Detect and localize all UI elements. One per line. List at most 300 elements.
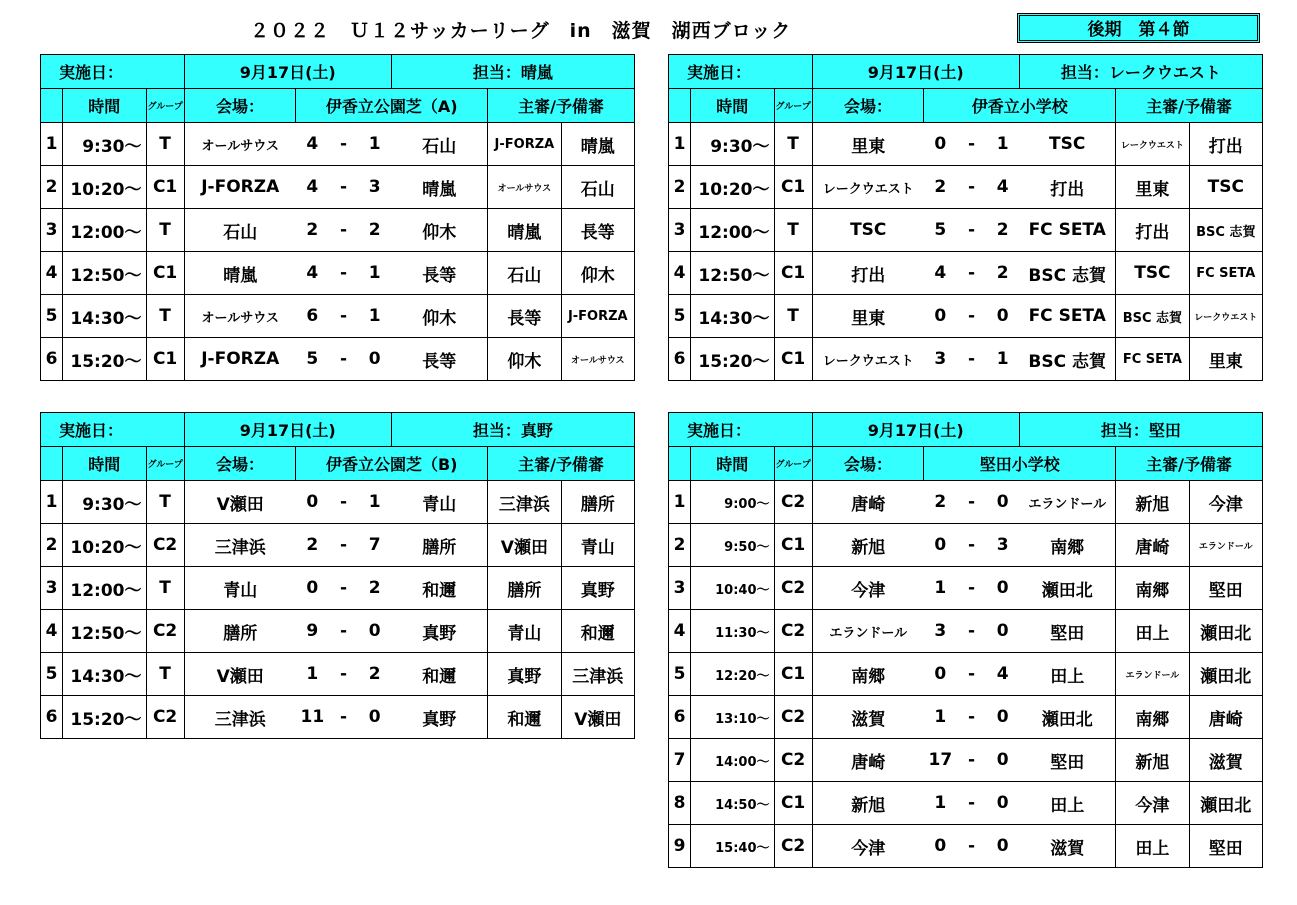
- home-team: TSC: [812, 209, 924, 252]
- home-score: 5: [924, 209, 957, 252]
- match-number: 2: [669, 524, 691, 567]
- away-team: 膳所: [391, 524, 487, 567]
- home-team: 新旭: [812, 524, 924, 567]
- score-dash: -: [329, 567, 358, 610]
- home-score: 5: [296, 338, 329, 381]
- table-row: [41, 653, 635, 696]
- match-number: 3: [41, 567, 63, 610]
- home-score: 2: [296, 524, 329, 567]
- group-code: C1: [774, 338, 812, 381]
- backup-referee: FC SETA: [1189, 252, 1262, 295]
- away-score: 1: [358, 252, 391, 295]
- score-dash: -: [957, 653, 986, 696]
- score-dash: -: [329, 653, 358, 696]
- home-team: 唐崎: [812, 481, 924, 524]
- home-score: 4: [296, 252, 329, 295]
- away-score: 2: [358, 209, 391, 252]
- away-team: FC SETA: [1019, 295, 1115, 338]
- score-dash: -: [957, 481, 986, 524]
- schedule-table: [668, 54, 1263, 381]
- main-referee: TSC: [1116, 252, 1189, 295]
- away-score: 0: [986, 739, 1019, 782]
- backup-referee: 瀬田北: [1189, 782, 1262, 825]
- table-row: [41, 524, 635, 567]
- backup-referee: 青山: [561, 524, 634, 567]
- home-score: 0: [924, 123, 957, 166]
- kickoff-time: 9:30～: [63, 481, 146, 524]
- group-code: T: [146, 123, 184, 166]
- kickoff-time: 14:30～: [63, 653, 146, 696]
- kickoff-time: 9:50～: [691, 524, 774, 567]
- score-dash: -: [957, 782, 986, 825]
- away-team: 石山: [391, 123, 487, 166]
- home-score: 2: [924, 481, 957, 524]
- backup-referee: BSC 志賀: [1189, 209, 1262, 252]
- table-row: [669, 610, 1263, 653]
- away-team: 田上: [1019, 782, 1115, 825]
- referee-header: 主審/予備審: [488, 89, 635, 123]
- score-dash: -: [329, 524, 358, 567]
- home-team: レークウエスト: [812, 166, 924, 209]
- kickoff-time: 13:10～: [691, 696, 774, 739]
- table-row: [669, 825, 1263, 868]
- charge-team: 担当：晴嵐: [391, 55, 634, 89]
- match-number: 5: [669, 295, 691, 338]
- away-score: 0: [986, 696, 1019, 739]
- score-dash: -: [957, 567, 986, 610]
- away-team: 晴嵐: [391, 166, 487, 209]
- match-number: 3: [669, 567, 691, 610]
- group-code: C2: [774, 739, 812, 782]
- match-number: 7: [669, 739, 691, 782]
- kickoff-time: 12:20～: [691, 653, 774, 696]
- home-score: 1: [924, 696, 957, 739]
- venue-name: 堅田小学校: [924, 447, 1116, 481]
- away-score: 0: [986, 481, 1019, 524]
- kickoff-time: 15:20～: [691, 338, 774, 381]
- home-score: 0: [924, 825, 957, 868]
- home-score: 1: [924, 567, 957, 610]
- backup-referee: 膳所: [561, 481, 634, 524]
- main-referee: V瀬田: [488, 524, 561, 567]
- schedule-table: [40, 412, 635, 739]
- schedule-table: [40, 54, 635, 381]
- table-row: [669, 166, 1263, 209]
- match-date: 9月17日(土): [184, 55, 391, 89]
- kickoff-time: 12:00～: [63, 209, 146, 252]
- table-row: [669, 739, 1263, 782]
- group-code: T: [774, 123, 812, 166]
- score-dash: -: [957, 524, 986, 567]
- kickoff-time: 12:00～: [63, 567, 146, 610]
- kickoff-time: 15:20～: [63, 338, 146, 381]
- table-row: [669, 338, 1263, 381]
- group-code: C2: [774, 610, 812, 653]
- group-header: グループ: [774, 89, 812, 123]
- away-score: 0: [986, 782, 1019, 825]
- main-referee: 里東: [1116, 166, 1189, 209]
- away-score: 1: [986, 338, 1019, 381]
- home-team: エランドール: [812, 610, 924, 653]
- match-date: 9月17日(土): [184, 413, 391, 447]
- time-header: 時間: [691, 89, 774, 123]
- away-score: 1: [358, 481, 391, 524]
- backup-referee: 三津浜: [561, 653, 634, 696]
- away-score: 1: [986, 123, 1019, 166]
- table-row: [669, 696, 1263, 739]
- group-code: C1: [774, 166, 812, 209]
- main-referee: 真野: [488, 653, 561, 696]
- date-label: 実施日：: [41, 55, 185, 89]
- table-row: [669, 252, 1263, 295]
- document-title: ２０２２ Ｕ１２サッカーリーグ in 滋賀 湖西ブロック: [250, 20, 792, 42]
- score-dash: -: [329, 209, 358, 252]
- backup-referee: レークウエスト: [1189, 295, 1262, 338]
- home-score: 0: [924, 653, 957, 696]
- main-referee: 打出: [1116, 209, 1189, 252]
- home-team: V瀬田: [184, 653, 296, 696]
- home-score: 1: [296, 653, 329, 696]
- home-score: 4: [924, 252, 957, 295]
- score-dash: -: [957, 123, 986, 166]
- backup-referee: 和邇: [561, 610, 634, 653]
- home-team: 三津浜: [184, 524, 296, 567]
- away-score: 2: [358, 567, 391, 610]
- home-score: 3: [924, 338, 957, 381]
- backup-referee: 滋賀: [1189, 739, 1262, 782]
- kickoff-time: 11:30～: [691, 610, 774, 653]
- table-row: [41, 209, 635, 252]
- match-number: 1: [41, 481, 63, 524]
- group-header: グループ: [774, 447, 812, 481]
- home-score: 3: [924, 610, 957, 653]
- away-score: 3: [986, 524, 1019, 567]
- kickoff-time: 12:00～: [691, 209, 774, 252]
- score-dash: -: [957, 166, 986, 209]
- date-label: 実施日：: [669, 55, 813, 89]
- main-referee: 田上: [1116, 825, 1189, 868]
- score-dash: -: [329, 610, 358, 653]
- away-score: 0: [986, 295, 1019, 338]
- home-team: 晴嵐: [184, 252, 296, 295]
- match-number: 4: [41, 252, 63, 295]
- home-team: 打出: [812, 252, 924, 295]
- score-dash: -: [329, 696, 358, 739]
- away-team: 和邇: [391, 567, 487, 610]
- match-number: 4: [41, 610, 63, 653]
- group-code: T: [146, 295, 184, 338]
- away-team: 真野: [391, 696, 487, 739]
- home-score: 0: [296, 567, 329, 610]
- group-code: T: [774, 209, 812, 252]
- main-referee: 南郷: [1116, 696, 1189, 739]
- kickoff-time: 12:50～: [691, 252, 774, 295]
- time-header: 時間: [63, 89, 146, 123]
- time-header: 時間: [63, 447, 146, 481]
- referee-header: 主審/予備審: [488, 447, 635, 481]
- main-referee: 新旭: [1116, 481, 1189, 524]
- home-team: オールサウス: [184, 295, 296, 338]
- away-score: 0: [358, 610, 391, 653]
- backup-referee: 瀬田北: [1189, 653, 1262, 696]
- table-row: [41, 295, 635, 338]
- home-score: 2: [296, 209, 329, 252]
- backup-referee: 晴嵐: [561, 123, 634, 166]
- main-referee: 南郷: [1116, 567, 1189, 610]
- main-referee: 田上: [1116, 610, 1189, 653]
- score-dash: -: [329, 123, 358, 166]
- backup-referee: エランドール: [1189, 524, 1262, 567]
- venue-name: 伊香立公園芝（B): [296, 447, 488, 481]
- main-referee: 石山: [488, 252, 561, 295]
- date-label: 実施日：: [41, 413, 185, 447]
- venue-label: 会場：: [812, 447, 924, 481]
- backup-referee: 石山: [561, 166, 634, 209]
- backup-referee: 長等: [561, 209, 634, 252]
- score-dash: -: [957, 696, 986, 739]
- away-score: 1: [358, 123, 391, 166]
- table-row: [669, 209, 1263, 252]
- home-team: 南郷: [812, 653, 924, 696]
- kickoff-time: 15:40～: [691, 825, 774, 868]
- kickoff-time: 9:30～: [691, 123, 774, 166]
- match-number: 6: [41, 338, 63, 381]
- backup-referee: V瀬田: [561, 696, 634, 739]
- main-referee: オールサウス: [488, 166, 561, 209]
- backup-referee: オールサウス: [561, 338, 634, 381]
- table-row: [41, 166, 635, 209]
- away-score: 3: [358, 166, 391, 209]
- away-team: 南郷: [1019, 524, 1115, 567]
- table-row: [669, 567, 1263, 610]
- main-referee: 新旭: [1116, 739, 1189, 782]
- main-referee: 仰木: [488, 338, 561, 381]
- away-score: 4: [986, 166, 1019, 209]
- main-referee: エランドール: [1116, 653, 1189, 696]
- table-row: [41, 696, 635, 739]
- table-row: [669, 123, 1263, 166]
- group-code: C2: [146, 524, 184, 567]
- table-row: [41, 123, 635, 166]
- away-team: 瀬田北: [1019, 567, 1115, 610]
- referee-header: 主審/予備審: [1116, 89, 1263, 123]
- home-team: レークウエスト: [812, 338, 924, 381]
- backup-referee: 今津: [1189, 481, 1262, 524]
- kickoff-time: 10:40～: [691, 567, 774, 610]
- charge-team: 担当：真野: [391, 413, 634, 447]
- match-number: 2: [669, 166, 691, 209]
- home-team: 青山: [184, 567, 296, 610]
- main-referee: 青山: [488, 610, 561, 653]
- match-number: 5: [669, 653, 691, 696]
- score-dash: -: [957, 739, 986, 782]
- away-team: TSC: [1019, 123, 1115, 166]
- group-code: T: [146, 653, 184, 696]
- away-team: 田上: [1019, 653, 1115, 696]
- away-team: 長等: [391, 338, 487, 381]
- match-number: 6: [669, 338, 691, 381]
- table-row: [41, 481, 635, 524]
- home-score: 2: [924, 166, 957, 209]
- group-code: T: [146, 567, 184, 610]
- home-team: J-FORZA: [184, 338, 296, 381]
- blank-header: [669, 89, 691, 123]
- schedule-block-a: [40, 54, 635, 381]
- group-code: C1: [146, 338, 184, 381]
- match-number: 2: [41, 166, 63, 209]
- home-score: 0: [924, 295, 957, 338]
- match-number: 1: [669, 123, 691, 166]
- backup-referee: 仰木: [561, 252, 634, 295]
- away-team: 堅田: [1019, 739, 1115, 782]
- kickoff-time: 14:50～: [691, 782, 774, 825]
- table-row: [41, 567, 635, 610]
- backup-referee: 堅田: [1189, 825, 1262, 868]
- venue-label: 会場：: [812, 89, 924, 123]
- round-label: 後期 第４節: [1017, 13, 1260, 43]
- home-team: 里東: [812, 295, 924, 338]
- home-team: 唐崎: [812, 739, 924, 782]
- group-code: C1: [146, 252, 184, 295]
- match-number: 3: [41, 209, 63, 252]
- venue-label: 会場：: [184, 447, 296, 481]
- away-team: BSC 志賀: [1019, 252, 1115, 295]
- backup-referee: 唐崎: [1189, 696, 1262, 739]
- table-row: [669, 653, 1263, 696]
- score-dash: -: [329, 166, 358, 209]
- group-header: グループ: [146, 447, 184, 481]
- score-dash: -: [957, 295, 986, 338]
- home-team: 新旭: [812, 782, 924, 825]
- away-team: 和邇: [391, 653, 487, 696]
- schedule-block-c: [40, 412, 635, 739]
- blank-header: [669, 447, 691, 481]
- kickoff-time: 10:20～: [63, 524, 146, 567]
- home-team: 膳所: [184, 610, 296, 653]
- backup-referee: 真野: [561, 567, 634, 610]
- group-code: C1: [774, 252, 812, 295]
- match-number: 1: [669, 481, 691, 524]
- score-dash: -: [329, 295, 358, 338]
- away-team: エランドール: [1019, 481, 1115, 524]
- score-dash: -: [957, 252, 986, 295]
- venue-name: 伊香立公園芝（A): [296, 89, 488, 123]
- score-dash: -: [329, 252, 358, 295]
- table-row: [669, 295, 1263, 338]
- score-dash: -: [329, 338, 358, 381]
- match-number: 8: [669, 782, 691, 825]
- kickoff-time: 12:50～: [63, 252, 146, 295]
- home-team: オールサウス: [184, 123, 296, 166]
- group-code: C2: [774, 825, 812, 868]
- match-date: 9月17日(土): [812, 55, 1019, 89]
- group-code: C2: [774, 567, 812, 610]
- referee-header: 主審/予備審: [1116, 447, 1263, 481]
- away-score: 0: [358, 338, 391, 381]
- main-referee: FC SETA: [1116, 338, 1189, 381]
- group-header: グループ: [146, 89, 184, 123]
- away-score: 2: [986, 209, 1019, 252]
- home-team: J-FORZA: [184, 166, 296, 209]
- match-number: 5: [41, 295, 63, 338]
- home-score: 9: [296, 610, 329, 653]
- away-team: 堅田: [1019, 610, 1115, 653]
- date-label: 実施日：: [669, 413, 813, 447]
- main-referee: レークウエスト: [1116, 123, 1189, 166]
- backup-referee: 堅田: [1189, 567, 1262, 610]
- home-score: 4: [296, 123, 329, 166]
- group-code: C2: [146, 610, 184, 653]
- away-score: 1: [358, 295, 391, 338]
- home-score: 0: [296, 481, 329, 524]
- away-score: 2: [358, 653, 391, 696]
- score-dash: -: [957, 610, 986, 653]
- main-referee: 晴嵐: [488, 209, 561, 252]
- home-team: V瀬田: [184, 481, 296, 524]
- score-dash: -: [957, 338, 986, 381]
- venue-name: 伊香立小学校: [924, 89, 1116, 123]
- match-number: 3: [669, 209, 691, 252]
- score-dash: -: [957, 209, 986, 252]
- away-team: 瀬田北: [1019, 696, 1115, 739]
- match-number: 6: [41, 696, 63, 739]
- away-team: BSC 志賀: [1019, 338, 1115, 381]
- group-code: C1: [774, 782, 812, 825]
- main-referee: 膳所: [488, 567, 561, 610]
- away-team: 滋賀: [1019, 825, 1115, 868]
- home-team: 三津浜: [184, 696, 296, 739]
- schedule-block-b: [668, 54, 1263, 381]
- schedule-table: [668, 412, 1263, 868]
- schedule-block-d: [668, 412, 1263, 868]
- match-number: 5: [41, 653, 63, 696]
- away-score: 0: [986, 610, 1019, 653]
- score-dash: -: [957, 825, 986, 868]
- group-code: C1: [774, 524, 812, 567]
- main-referee: BSC 志賀: [1116, 295, 1189, 338]
- away-team: 青山: [391, 481, 487, 524]
- group-code: C2: [146, 696, 184, 739]
- away-score: 2: [986, 252, 1019, 295]
- group-code: C1: [146, 166, 184, 209]
- home-score: 0: [924, 524, 957, 567]
- table-row: [669, 524, 1263, 567]
- group-code: T: [146, 209, 184, 252]
- home-score: 4: [296, 166, 329, 209]
- match-number: 1: [41, 123, 63, 166]
- away-score: 4: [986, 653, 1019, 696]
- group-code: C1: [774, 653, 812, 696]
- away-score: 0: [986, 825, 1019, 868]
- main-referee: 和邇: [488, 696, 561, 739]
- home-team: 石山: [184, 209, 296, 252]
- group-code: C2: [774, 696, 812, 739]
- away-team: 仰木: [391, 209, 487, 252]
- away-score: 0: [986, 567, 1019, 610]
- table-row: [669, 782, 1263, 825]
- group-code: T: [774, 295, 812, 338]
- kickoff-time: 15:20～: [63, 696, 146, 739]
- table-row: [669, 481, 1263, 524]
- away-team: 仰木: [391, 295, 487, 338]
- away-team: FC SETA: [1019, 209, 1115, 252]
- match-number: 6: [669, 696, 691, 739]
- match-date: 9月17日(土): [812, 413, 1019, 447]
- kickoff-time: 14:30～: [691, 295, 774, 338]
- main-referee: J-FORZA: [488, 123, 561, 166]
- home-score: 11: [296, 696, 329, 739]
- backup-referee: J-FORZA: [561, 295, 634, 338]
